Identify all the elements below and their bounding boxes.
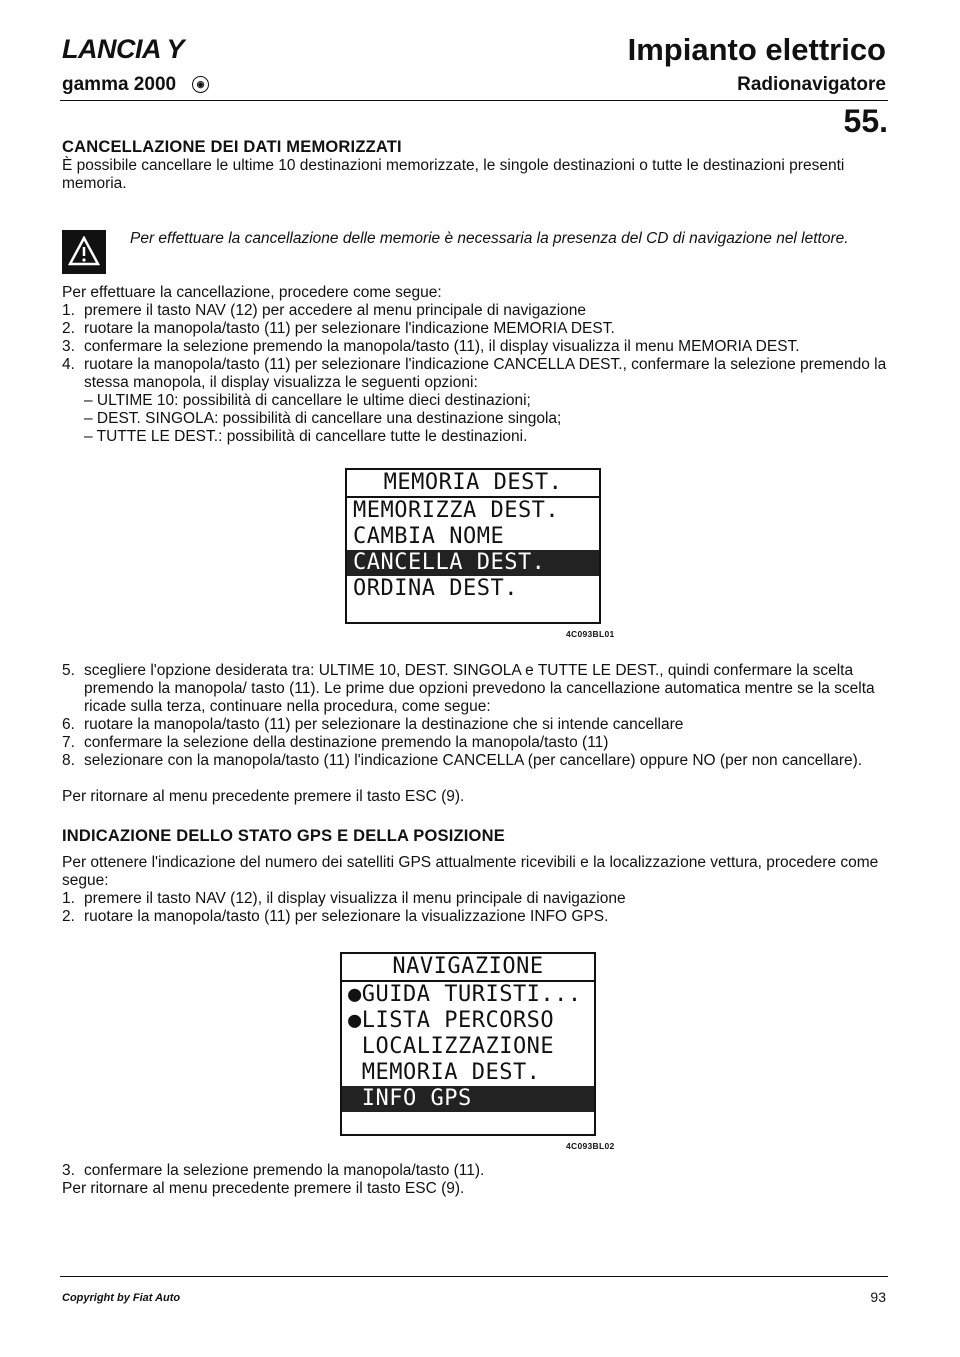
list-item: – DEST. SINGOLA: possibilità di cancellare una destinazione singola;	[84, 410, 562, 427]
list-item: 7. confermare la selezione della destinazione premendo la manopola/tasto (11)	[62, 734, 609, 751]
section-intro: È possibile cancellare le ultime 10 destinazioni memorizzate, le singole destinazioni o tutte le destinazioni presenti memoria.	[62, 157, 845, 192]
warning-text: Per effettuare la cancellazione delle memorie è necessaria la presenza del CD di navigazione nel lettore.	[130, 230, 849, 247]
steps-list-4	[62, 1162, 890, 1180]
steps-list-2	[62, 662, 890, 770]
lcd-menu-row-selected: INFO GPS	[342, 1086, 594, 1112]
esc-note: Per ritornare al menu precedente premere il tasto ESC (9).	[62, 1180, 465, 1197]
brand-title: LANCIA Y	[62, 34, 185, 64]
esc-note: Per ritornare al menu precedente premere il tasto ESC (9).	[62, 788, 465, 805]
lcd-menu-row-selected: CANCELLA DEST.	[347, 550, 599, 576]
header-rule	[60, 100, 888, 101]
section-number: 55.	[843, 103, 888, 139]
list-item: 6. ruotare la manopola/tasto (11) per selezionare la destinazione che si intende cancellare	[62, 716, 684, 733]
footer-rule	[60, 1276, 888, 1277]
list-item: 1. premere il tasto NAV (12), il display visualizza il menu principale di navigazione	[62, 890, 626, 907]
procedure-intro: Per effettuare la cancellazione, procedere come segue:	[62, 284, 442, 301]
steps-list-1	[62, 302, 890, 446]
list-item: 5. scegliere l'opzione desiderata tra: ULTIME 10, DEST. SINGOLA e TUTTE LE DEST., quindi confermare la scelta premendo la manopola/ tasto (11). Le prime due opzioni prevedono la cancellazione automatica mentre se la scelta ricade sulla terza, continuare nella procedura, come segue:	[62, 662, 875, 715]
lcd-menu-row: ●LISTA PERCORSO	[348, 1008, 555, 1033]
section-title-cancellazione: CANCELLAZIONE DEI DATI MEMORIZZATI	[62, 138, 402, 156]
section-title-gps: INDICAZIONE DELLO STATO GPS E DELLA POSIZIONE	[62, 827, 505, 845]
brand-range: gamma 2000	[62, 74, 177, 95]
cd-icon: ◉	[192, 76, 209, 93]
list-item: – ULTIME 10: possibilità di cancellare le ultime dieci destinazioni;	[84, 392, 531, 409]
page-number: 93	[870, 1289, 886, 1305]
lcd-display-memoria	[345, 468, 601, 624]
list-item: 1. premere il tasto NAV (12) per accedere al menu principale di navigazione	[62, 302, 587, 319]
list-item: 2. ruotare la manopola/tasto (11) per selezionare l'indicazione MEMORIA DEST.	[62, 320, 615, 337]
lcd-menu-row: MEMORIZZA DEST.	[353, 498, 560, 523]
lcd-menu-row: LOCALIZZAZIONE	[348, 1034, 555, 1059]
chapter-title: Impianto elettrico	[627, 32, 886, 67]
steps-list-3	[62, 890, 890, 926]
lcd-display-navigazione	[340, 952, 596, 1136]
lcd-header: MEMORIA DEST.	[347, 470, 599, 498]
lcd-menu-row: ●GUIDA TURISTI...	[348, 982, 582, 1007]
lcd-menu-row: CAMBIA NOME	[353, 524, 505, 549]
list-item: 3. confermare la selezione premendo la manopola/tasto (11).	[62, 1162, 485, 1179]
copyright: Copyright by Fiat Auto	[62, 1292, 181, 1304]
list-item: 4. ruotare la manopola/tasto (11) per selezionare l'indicazione CANCELLA DEST., confermare la selezione premendo la stessa manopola, il display visualizza le seguenti opzioni:	[62, 356, 887, 391]
warning-icon	[62, 230, 106, 274]
chapter-subtitle: Radionavigatore	[737, 74, 886, 95]
list-item: 2. ruotare la manopola/tasto (11) per selezionare la visualizzazione INFO GPS.	[62, 908, 609, 925]
figure-code: 4C093BL02	[566, 1141, 615, 1151]
list-item: 8. selezionare con la manopola/tasto (11) l'indicazione CANCELLA (per cancellare) oppure NO (per non cancellare).	[62, 752, 863, 769]
lcd-header: NAVIGAZIONE	[342, 954, 594, 982]
list-item: – TUTTE LE DEST.: possibilità di cancellare tutte le destinazioni.	[84, 428, 528, 445]
lcd-menu-row: MEMORIA DEST.	[348, 1060, 541, 1085]
section-intro: Per ottenere l'indicazione del numero dei satelliti GPS attualmente ricevibili e la localizzazione vettura, procedere come segue:	[62, 854, 879, 889]
lcd-menu-row: ORDINA DEST.	[353, 576, 518, 601]
list-item: 3. confermare la selezione premendo la manopola/tasto (11), il display visualizza il menu MEMORIA DEST.	[62, 338, 800, 355]
figure-code: 4C093BL01	[566, 629, 615, 639]
